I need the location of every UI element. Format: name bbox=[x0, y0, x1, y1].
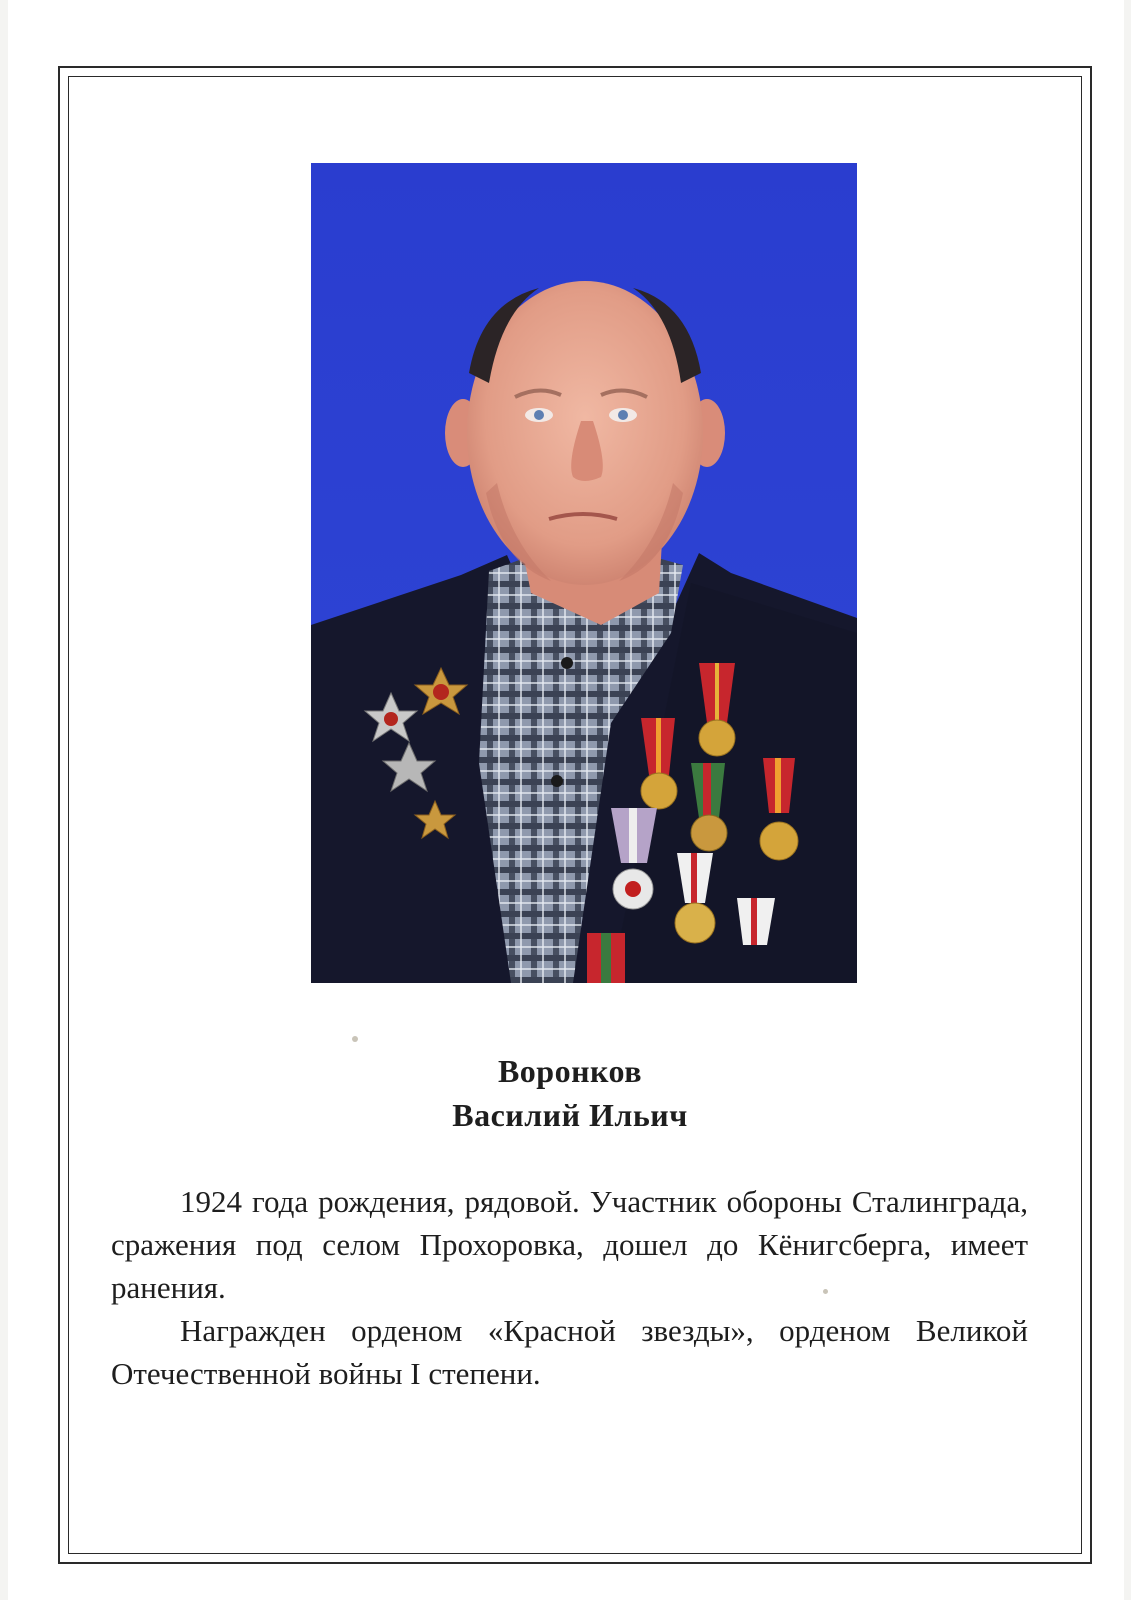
veteran-portrait-photo bbox=[311, 163, 857, 983]
veteran-given-names: Василий Ильич bbox=[452, 1097, 688, 1133]
veteran-surname: Воронков bbox=[497, 1053, 643, 1089]
paper-speck bbox=[352, 1036, 358, 1042]
biography-text bbox=[111, 1180, 1028, 1395]
biography-paragraph: Награжден орденом «Красной звезды», орденом Великой Отечественной войны I степени. bbox=[111, 1313, 1028, 1391]
biography-paragraph: 1924 года рождения, рядовой. Участник обороны Сталинграда, сражения под селом Прохоровка, дошел до Кёнигсберга, имеет ранения. bbox=[111, 1184, 1028, 1305]
